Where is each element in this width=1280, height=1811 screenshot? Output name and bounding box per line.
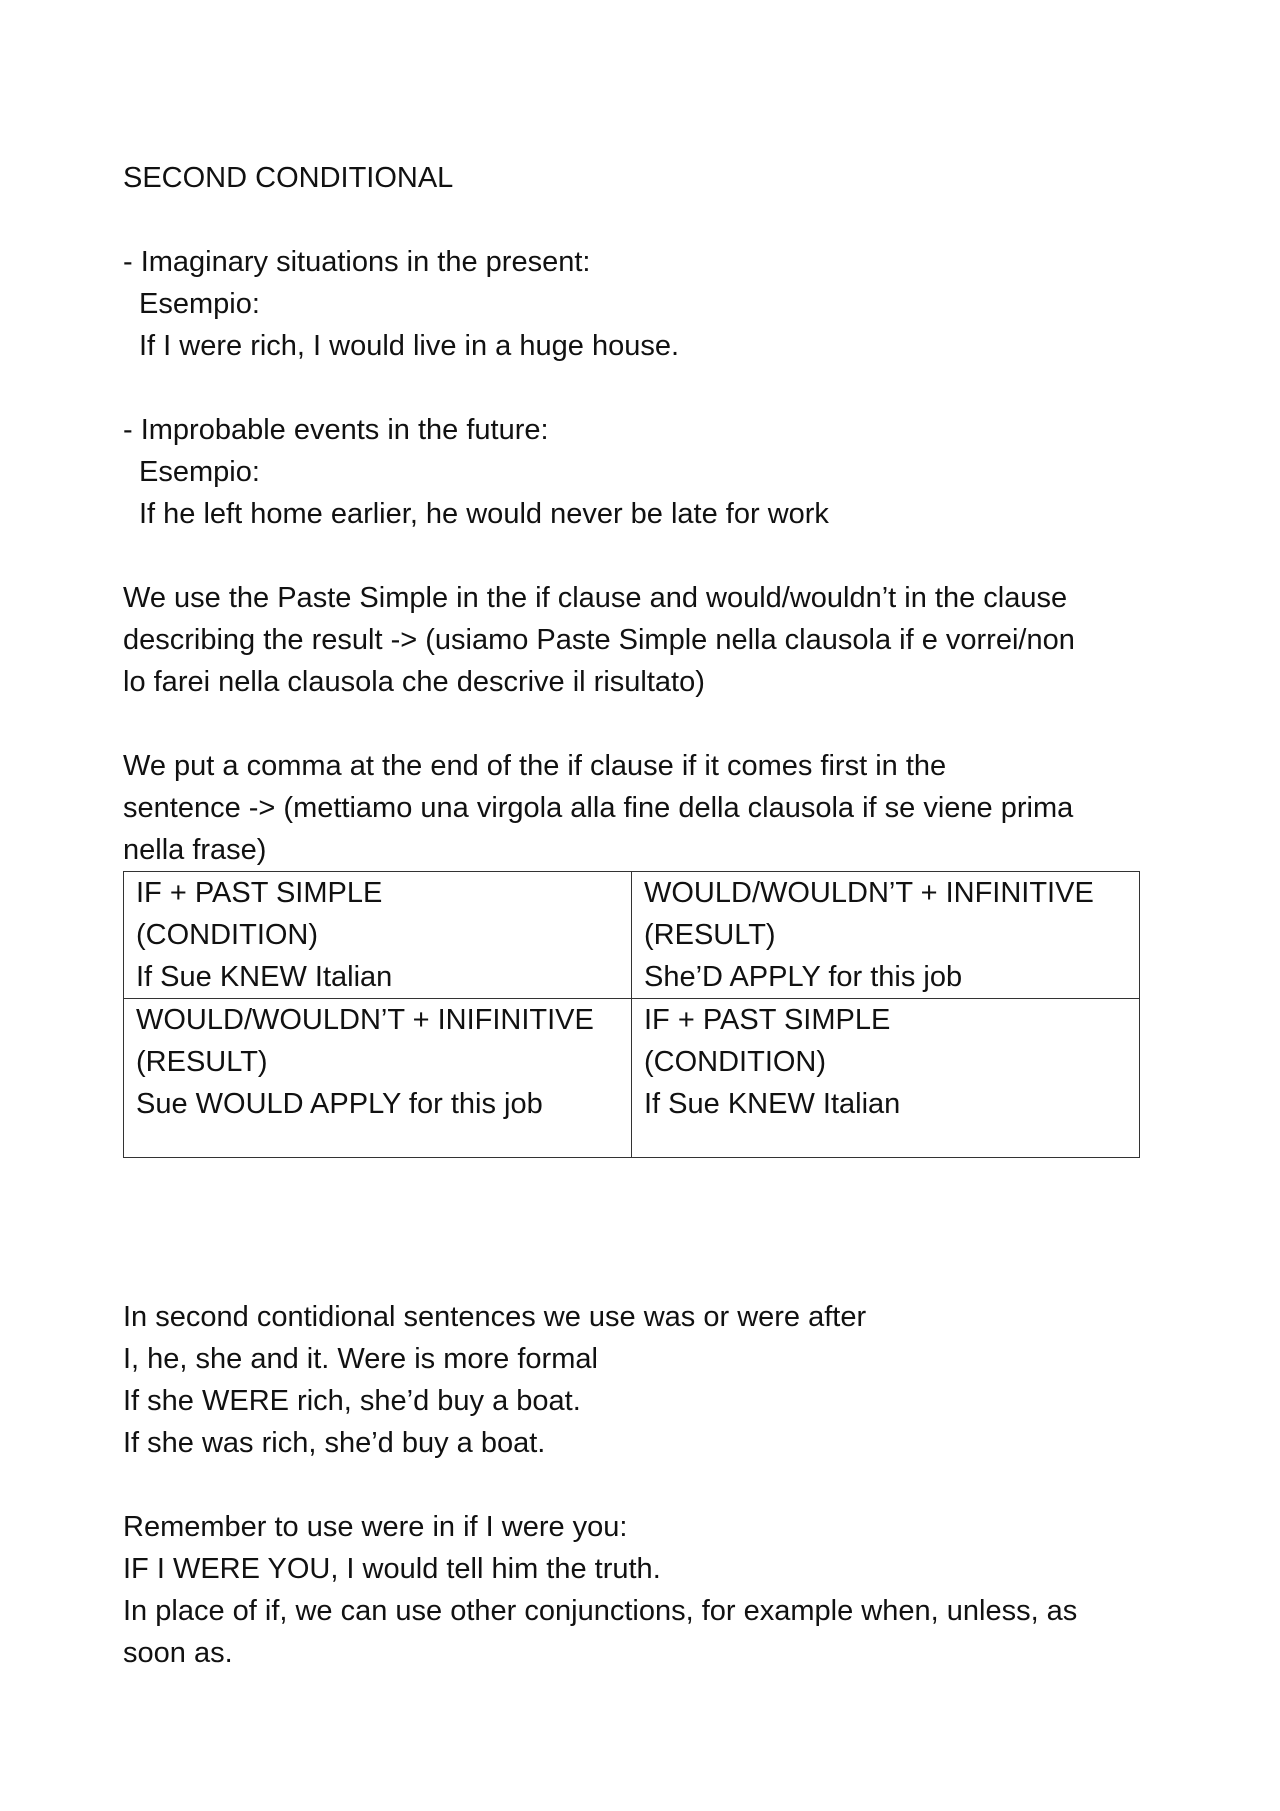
cell-line: If Sue KNEW Italian (644, 1088, 901, 1120)
cell-line: (RESULT) (136, 1046, 268, 1078)
grammar-table (123, 871, 1140, 1158)
section-heading: - Improbable events in the future: (123, 414, 549, 446)
spacer (123, 535, 1173, 577)
document-body (123, 157, 1173, 1158)
note-line: If she was rich, she’d buy a boat. (123, 1427, 546, 1459)
note-line: I, he, she and it. Were is more formal (123, 1343, 598, 1375)
cell-line: WOULD/WOULDN’T + INFINITIVE (644, 877, 1094, 909)
cell-line: IF + PAST SIMPLE (136, 877, 383, 909)
cell-line: Sue WOULD APPLY for this job (136, 1088, 543, 1120)
cell-line: (CONDITION) (136, 919, 319, 951)
paragraph-line: We use the Paste Simple in the if clause and would/wouldn’t in the clause (123, 582, 1068, 614)
example-sentence: If he left home earlier, he would never be late for work (139, 498, 829, 530)
table-row (124, 999, 1140, 1158)
table-cell (124, 999, 632, 1158)
page-title: SECOND CONDITIONAL (123, 162, 454, 194)
spacer (123, 703, 1173, 745)
note-line: soon as. (123, 1637, 233, 1669)
cell-line: IF + PAST SIMPLE (644, 1004, 891, 1036)
spacer (123, 1464, 1183, 1506)
note-line: IF I WERE YOU, I would tell him the truth. (123, 1553, 661, 1585)
paragraph-line: We put a comma at the end of the if clause if it comes first in the (123, 750, 947, 782)
table-row (124, 872, 1140, 999)
cell-line: WOULD/WOULDN’T + INIFINITIVE (136, 1004, 594, 1036)
example-label: Esempio: (139, 288, 260, 320)
note-line: In second contidional sentences we use was or were after (123, 1301, 867, 1333)
section-imaginary (123, 241, 1173, 367)
table-cell (124, 872, 632, 999)
note-line: If she WERE rich, she’d buy a boat. (123, 1385, 581, 1417)
paragraph-usage (123, 577, 1173, 703)
example-label: Esempio: (139, 456, 260, 488)
paragraph-line: describing the result -> (usiamo Paste Simple nella clausola if e vorrei/non (123, 624, 1075, 656)
paragraph-line: nella frase) (123, 834, 267, 866)
spacer (123, 367, 1173, 409)
paragraph-line: lo farei nella clausola che descrive il risultato) (123, 666, 705, 698)
paragraph-remember (123, 1506, 1183, 1674)
table-cell (632, 999, 1140, 1158)
cell-line: (RESULT) (644, 919, 776, 951)
note-line: Remember to use were in if I were you: (123, 1511, 628, 1543)
section-heading: - Imaginary situations in the present: (123, 246, 591, 278)
cell-line: She’D APPLY for this job (644, 961, 963, 993)
note-line: In place of if, we can use other conjunctions, for example when, unless, as (123, 1595, 1078, 1627)
table-cell (632, 872, 1140, 999)
section-improbable (123, 409, 1173, 535)
notes-section (123, 1296, 1183, 1674)
paragraph-comma (123, 745, 1173, 871)
example-sentence: If I were rich, I would live in a huge house. (139, 330, 680, 362)
paragraph-was-were (123, 1296, 1183, 1464)
paragraph-line: sentence -> (mettiamo una virgola alla fine della clausola if se viene prima (123, 792, 1074, 824)
cell-line: If Sue KNEW Italian (136, 961, 393, 993)
cell-line: (CONDITION) (644, 1046, 827, 1078)
